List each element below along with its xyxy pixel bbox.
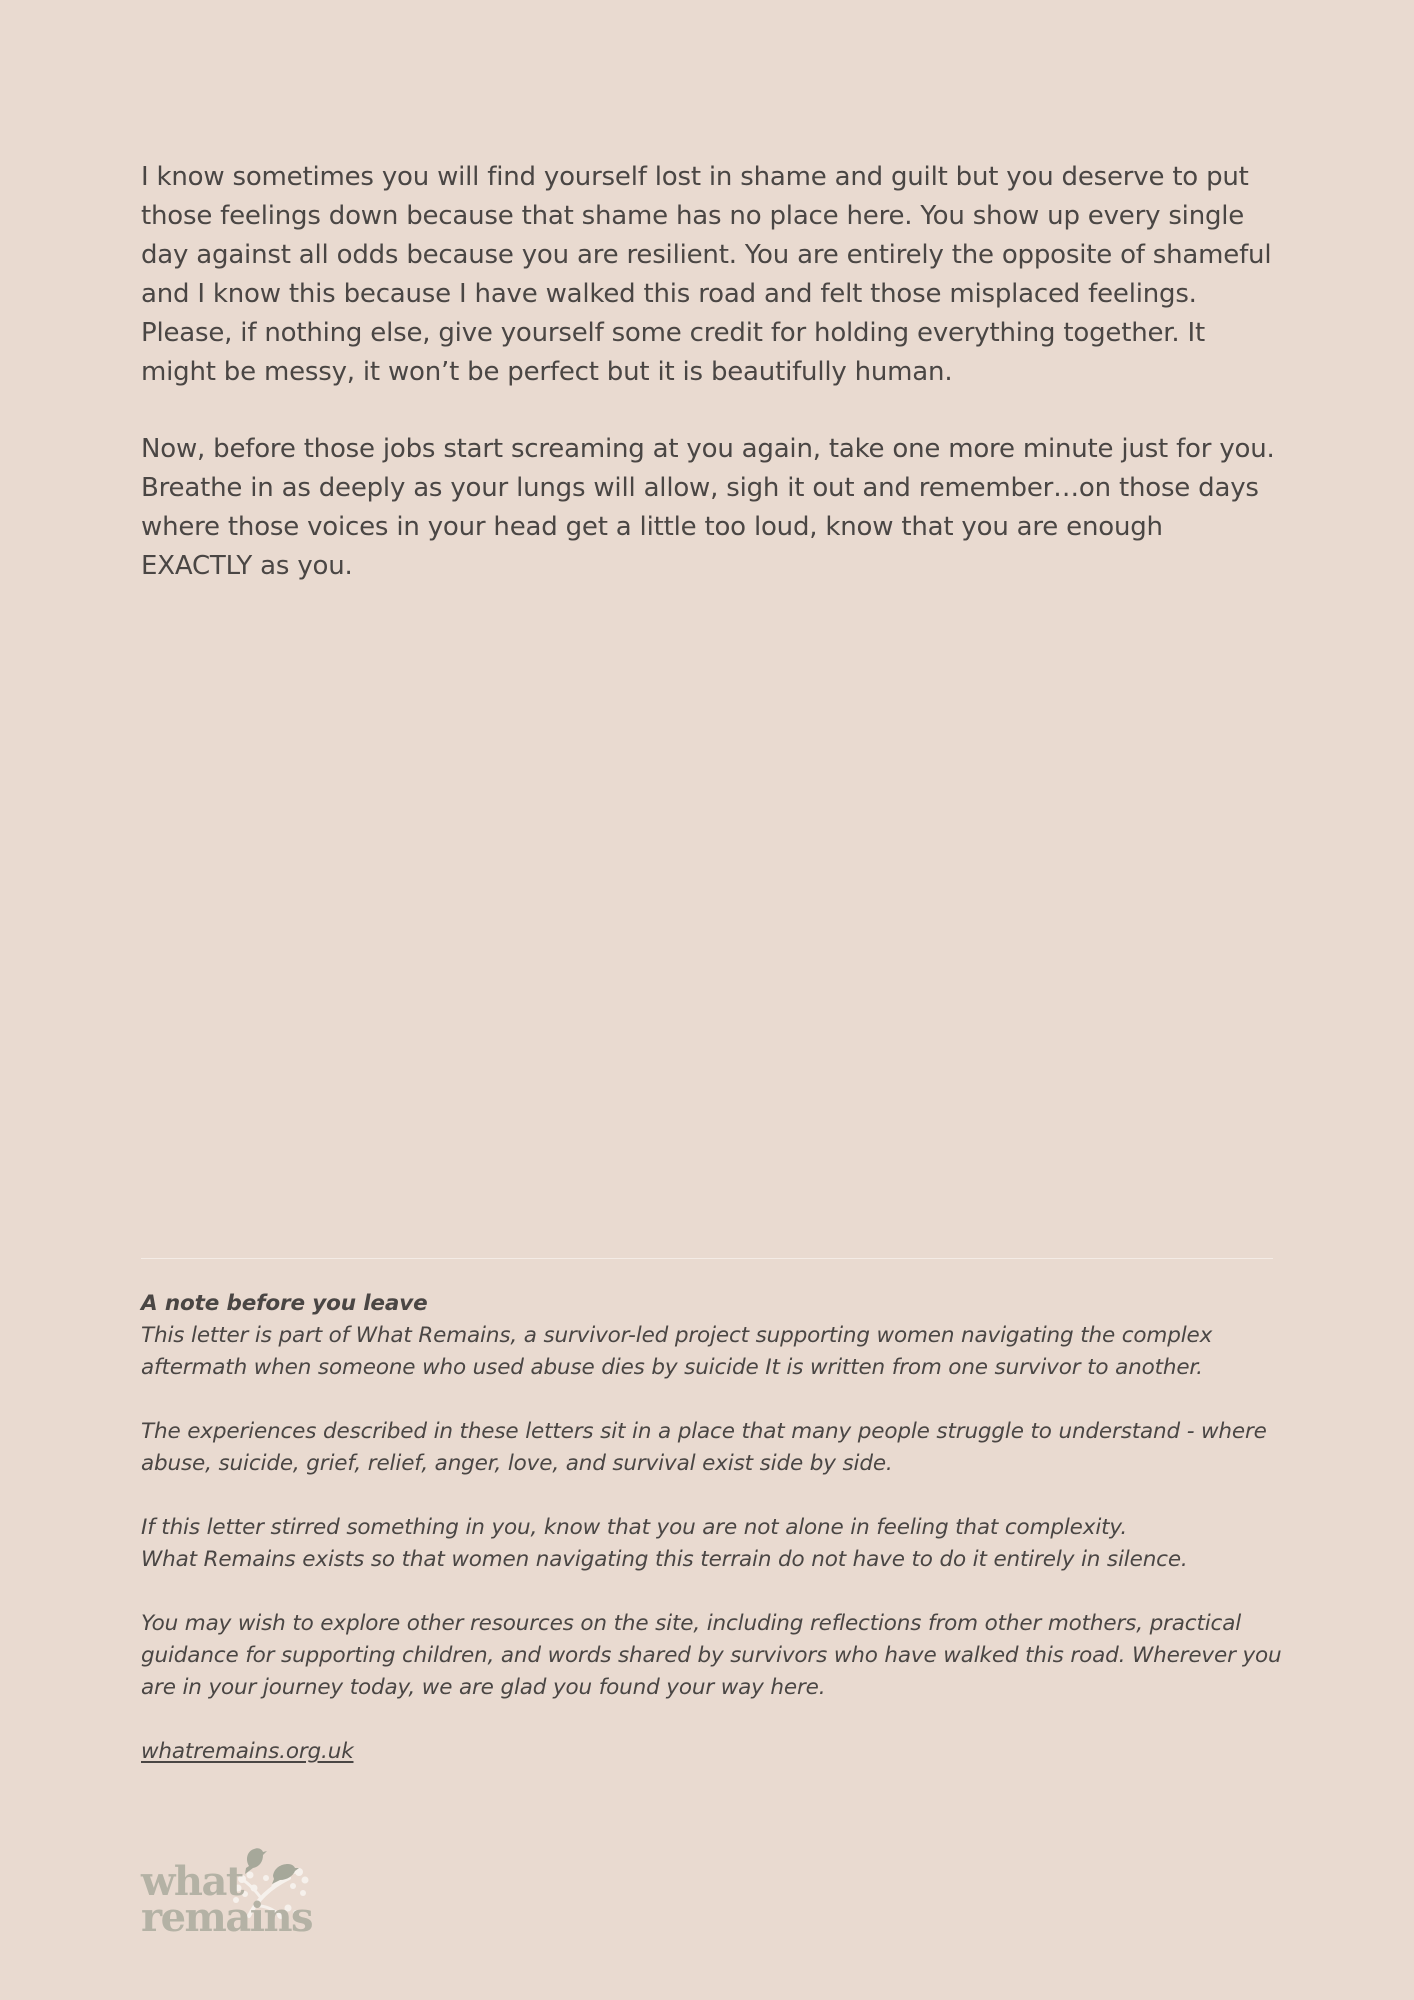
divider — [141, 1258, 1273, 1259]
what-remains-logo — [141, 1820, 341, 1940]
logo-word-remains: remains — [141, 1894, 313, 1941]
letter-body — [141, 158, 1281, 624]
logo-word-what: what — [141, 1858, 243, 1905]
note-paragraph: You may wish to explore other resources on the site, including reflections from other mothers, practical guidance for supporting children, and words shared by survivors who have walked this road. Wherever you are in your journey today, we are glad you found your way here. — [141, 1611, 1282, 1700]
note-paragraph: The experiences described in these letters sit in a place that many people struggle to understand - where abuse, suicide, grief, relief, anger, love, and survival exist side by side. — [141, 1419, 1267, 1476]
note-paragraph: If this letter stirred something in you, know that you are not alone in feeling that complexity. — [141, 1515, 1128, 1540]
note-section — [141, 1288, 1291, 1768]
letter-paragraph: Now, before those jobs start screaming at you again, take one more minute just for you. Breathe in as deeply as your lungs will allow, sigh it out and remember…on those days where those voices in your head get a little too loud, know that you are enough EXACTLY as you. — [141, 434, 1275, 581]
website-link[interactable]: whatremains.org.uk — [141, 1739, 354, 1764]
note-paragraph: This letter is part of What Remains, a survivor-led project supporting women navigating the complex aftermath when someone who used abuse dies by suicide It is written from one survivor to another. — [141, 1323, 1213, 1380]
note-title: A note before you leave — [141, 1291, 428, 1316]
letter-paragraph: I know sometimes you will find yourself lost in shame and guilt but you deserve to put those feelings down because that shame has no place here. You show up every single day against all odds because you are resilient. You are entirely the opposite of shameful and I know this because I have walked this road and felt those misplaced feelings. Please, if nothing else, give yourself some credit for holding everything together. It might be messy, it won’t be perfect but it is beautifully human. — [141, 162, 1272, 387]
logo-wordmark — [141, 1858, 313, 1941]
note-paragraph: What Remains exists so that women navigating this terrain do not have to do it entirely in silence. — [141, 1547, 1188, 1572]
note-paragraph-group — [141, 1512, 1291, 1576]
